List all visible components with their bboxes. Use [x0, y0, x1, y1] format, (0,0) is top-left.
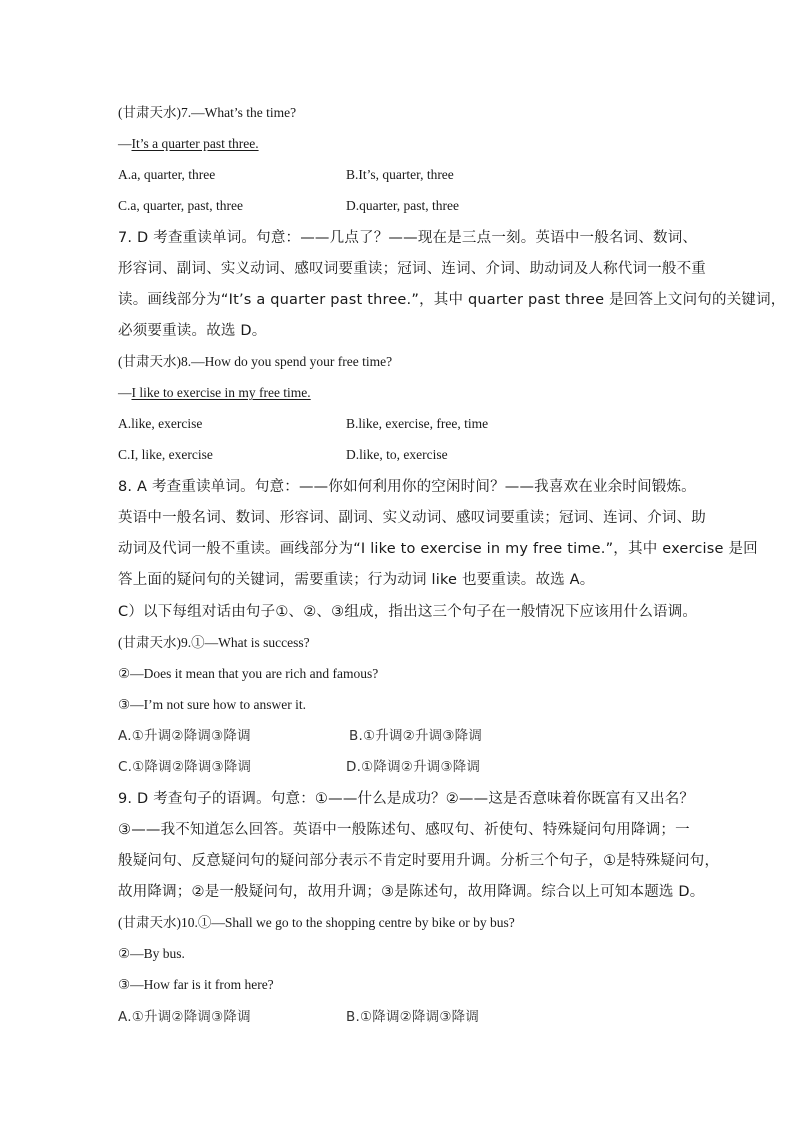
q9-option-d: D.①降调②升调③降调: [346, 759, 481, 775]
q10-option-a: A.①升调②降调③降调: [118, 1009, 251, 1025]
q7-option-b: B.It’s, quarter, three: [346, 167, 454, 182]
q7-option-d: D.quarter, past, three: [346, 198, 460, 213]
q8-option-c: C.I, like, exercise: [118, 447, 213, 462]
q9-option-c: C.①降调②降调③降调: [118, 759, 252, 775]
q9-option-a: A.①升调②降调③降调: [118, 728, 251, 744]
q7-answer-dash: —: [118, 136, 132, 151]
q8-answer-dash: —: [118, 385, 132, 400]
q8-underlined-sentence: I like to exercise in my free time.: [131, 385, 311, 400]
q9-explanation-line: 故用降调；②是一般疑问句，故用升调；③是陈述句，故用降调。综合以上可知本题选 D。: [118, 884, 705, 900]
q8-option-d: D.like, to, exercise: [346, 447, 448, 462]
q8-explanation-line: 8. A 考查重读单词。句意：——你如何利用你的空闲时间？——我喜欢在业余时间锻炼。: [118, 479, 696, 495]
q9-line-2: ②—Does it mean that you are rich and famous?: [118, 666, 379, 681]
q7-explanation-line: 7. D 考查重读单词。句意：——几点了？——现在是三点一刻。英语中一般名词、数词、: [118, 230, 698, 246]
q7-explanation-line: 形容词、副词、实义动词、感叹词要重读；冠词、连词、介词、助动词及人称代词一般不重: [118, 261, 706, 277]
q7-option-c: C.a, quarter, past, three: [118, 198, 244, 213]
section-c-instruction: C）以下每组对话由句子①、②、③组成，指出这三个句子在一般情况下应该用什么语调。: [118, 604, 698, 620]
q10-line-2: ②—By bus.: [118, 946, 185, 961]
q10-line-3: ③—How far is it from here?: [118, 977, 274, 992]
q10-option-b: B.①降调②降调③降调: [346, 1009, 480, 1025]
q8-option-b: B.like, exercise, free, time: [346, 416, 489, 431]
q7-explanation-line: 必须要重读。故选 D。: [118, 323, 267, 339]
q8-stem: (甘肃天水)8.—How do you spend your free time?: [118, 354, 393, 369]
q7-answer-line: [118, 134, 259, 154]
q9-explanation-line: ③——我不知道怎么回答。英语中一般陈述句、感叹句、祈使句、特殊疑问句用降调；一: [118, 822, 690, 838]
q8-answer-line: [118, 383, 311, 403]
q7-explanation-line: 读。画线部分为“It’s a quarter past three.”，其中 quarter past three 是回答上文问句的关键词，: [118, 292, 786, 308]
q7-underlined-sentence: It’s a quarter past three.: [131, 136, 259, 151]
q7-option-a: A.a, quarter, three: [118, 167, 216, 182]
q7-stem: (甘肃天水)7.—What’s the time?: [118, 105, 297, 120]
q10-stem: (甘肃天水)10.①—Shall we go to the shopping centre by bike or by bus?: [118, 915, 515, 930]
q9-explanation-line: 9. D 考查句子的语调。句意：①——什么是成功？②——这是否意味着你既富有又出名？: [118, 791, 695, 807]
q8-option-a: A.like, exercise: [118, 416, 203, 431]
q8-explanation-line: 动词及代词一般不重读。画线部分为“I like to exercise in my free time.”，其中 exercise 是回: [118, 541, 758, 557]
q9-stem: (甘肃天水)9.①—What is success?: [118, 635, 310, 650]
q9-option-b: B.①升调②升调③降调: [349, 728, 483, 744]
q8-explanation-line: 答上面的疑问句的关键词，需要重读；行为动词 like 也要重读。故选 A。: [118, 572, 595, 588]
q8-explanation-line: 英语中一般名词、数词、形容词、副词、实义动词、感叹词要重读；冠词、连词、介词、助: [118, 510, 706, 526]
q9-line-3: ③—I’m not sure how to answer it.: [118, 697, 306, 712]
q9-explanation-line: 般疑问句、反意疑问句的疑问部分表示不肯定时要用升调。分析三个句子，①是特殊疑问句，: [118, 853, 720, 869]
